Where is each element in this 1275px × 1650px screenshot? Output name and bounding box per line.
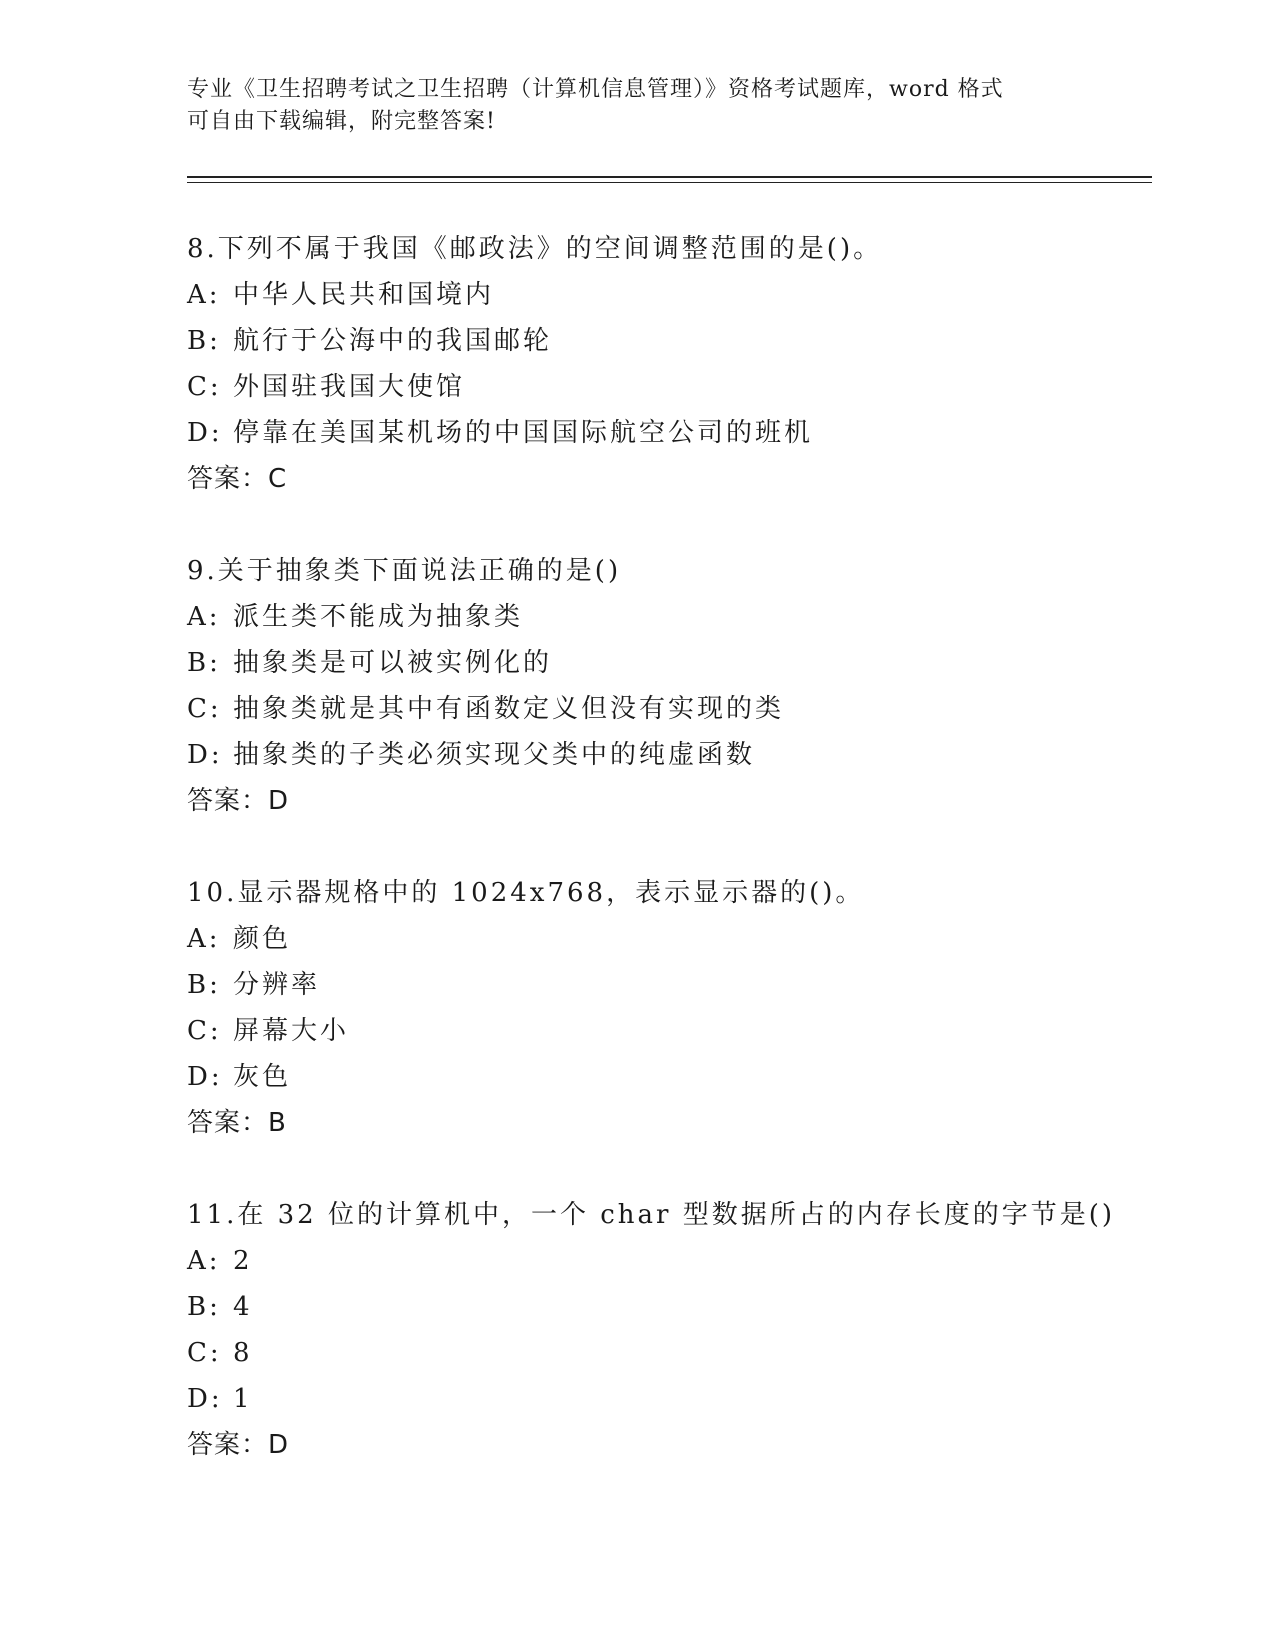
question-stem: 11.在 32 位的计算机中，一个 char 型数据所占的内存长度的字节是() [187, 1200, 1116, 1230]
option-b [187, 640, 1147, 686]
option-a [187, 1238, 1147, 1284]
question-stem: 8.下列不属于我国《邮政法》的空间调整范围的是()。 [187, 234, 883, 264]
option-label: B: [187, 326, 221, 356]
option-label: C: [187, 1338, 222, 1368]
option-text: 分辨率 [233, 970, 321, 1000]
option-text: 抽象类就是其中有函数定义但没有实现的类 [233, 694, 785, 724]
option-label: B: [187, 648, 221, 678]
option-d [187, 1376, 1147, 1422]
option-text: 8 [233, 1338, 253, 1368]
option-label: B: [187, 1292, 221, 1322]
answer-line: 答案：C [187, 464, 288, 494]
question-11 [187, 1192, 1147, 1468]
option-text: 停靠在美国某机场的中国国际航空公司的班机 [233, 418, 814, 448]
option-text: 中华人民共和国境内 [233, 280, 495, 310]
option-label: A: [187, 602, 221, 632]
option-b [187, 318, 1147, 364]
option-text: 屏幕大小 [233, 1016, 350, 1046]
option-c [187, 1008, 1147, 1054]
option-label: B: [187, 970, 221, 1000]
option-a [187, 916, 1147, 962]
option-text: 2 [233, 1246, 253, 1276]
option-b [187, 1284, 1147, 1330]
question-8 [187, 226, 1147, 502]
answer-line: 答案：B [187, 1108, 287, 1138]
option-label: D: [187, 740, 223, 770]
option-c [187, 364, 1147, 410]
header-line-2: 可自由下载编辑，附完整答案! [187, 109, 496, 134]
option-label: C: [187, 694, 222, 724]
option-label: D: [187, 418, 223, 448]
option-text: 外国驻我国大使馆 [233, 372, 466, 402]
question-9 [187, 548, 1147, 824]
option-text: 抽象类的子类必须实现父类中的纯虚函数 [233, 740, 756, 770]
option-label: A: [187, 924, 221, 954]
option-label: A: [187, 1246, 221, 1276]
option-d [187, 732, 1147, 778]
option-label: C: [187, 1016, 222, 1046]
option-a [187, 594, 1147, 640]
option-text: 灰色 [233, 1062, 292, 1092]
option-text: 4 [233, 1292, 253, 1322]
option-label: D: [187, 1384, 223, 1414]
answer-line: 答案：D [187, 786, 290, 816]
answer-line: 答案：D [187, 1430, 290, 1460]
option-label: A: [187, 280, 221, 310]
option-b [187, 962, 1147, 1008]
option-text: 抽象类是可以被实例化的 [233, 648, 553, 678]
option-text: 颜色 [233, 924, 292, 954]
option-c [187, 686, 1147, 732]
option-c [187, 1330, 1147, 1376]
option-text: 派生类不能成为抽象类 [233, 602, 524, 632]
option-d [187, 410, 1147, 456]
question-10 [187, 870, 1147, 1146]
header-divider-thick [187, 176, 1152, 178]
option-text: 航行于公海中的我国邮轮 [233, 326, 553, 356]
document-header [187, 74, 1087, 138]
option-d [187, 1054, 1147, 1100]
option-label: C: [187, 372, 222, 402]
question-stem: 9.关于抽象类下面说法正确的是() [187, 556, 622, 586]
option-a [187, 272, 1147, 318]
option-label: D: [187, 1062, 223, 1092]
header-line-1: 专业《卫生招聘考试之卫生招聘（计算机信息管理）》资格考试题库，word 格式 [187, 77, 1004, 102]
question-stem: 10.显示器规格中的 1024x768，表示显示器的()。 [187, 878, 865, 908]
header-divider-thin [187, 182, 1152, 183]
option-text: 1 [233, 1384, 253, 1414]
